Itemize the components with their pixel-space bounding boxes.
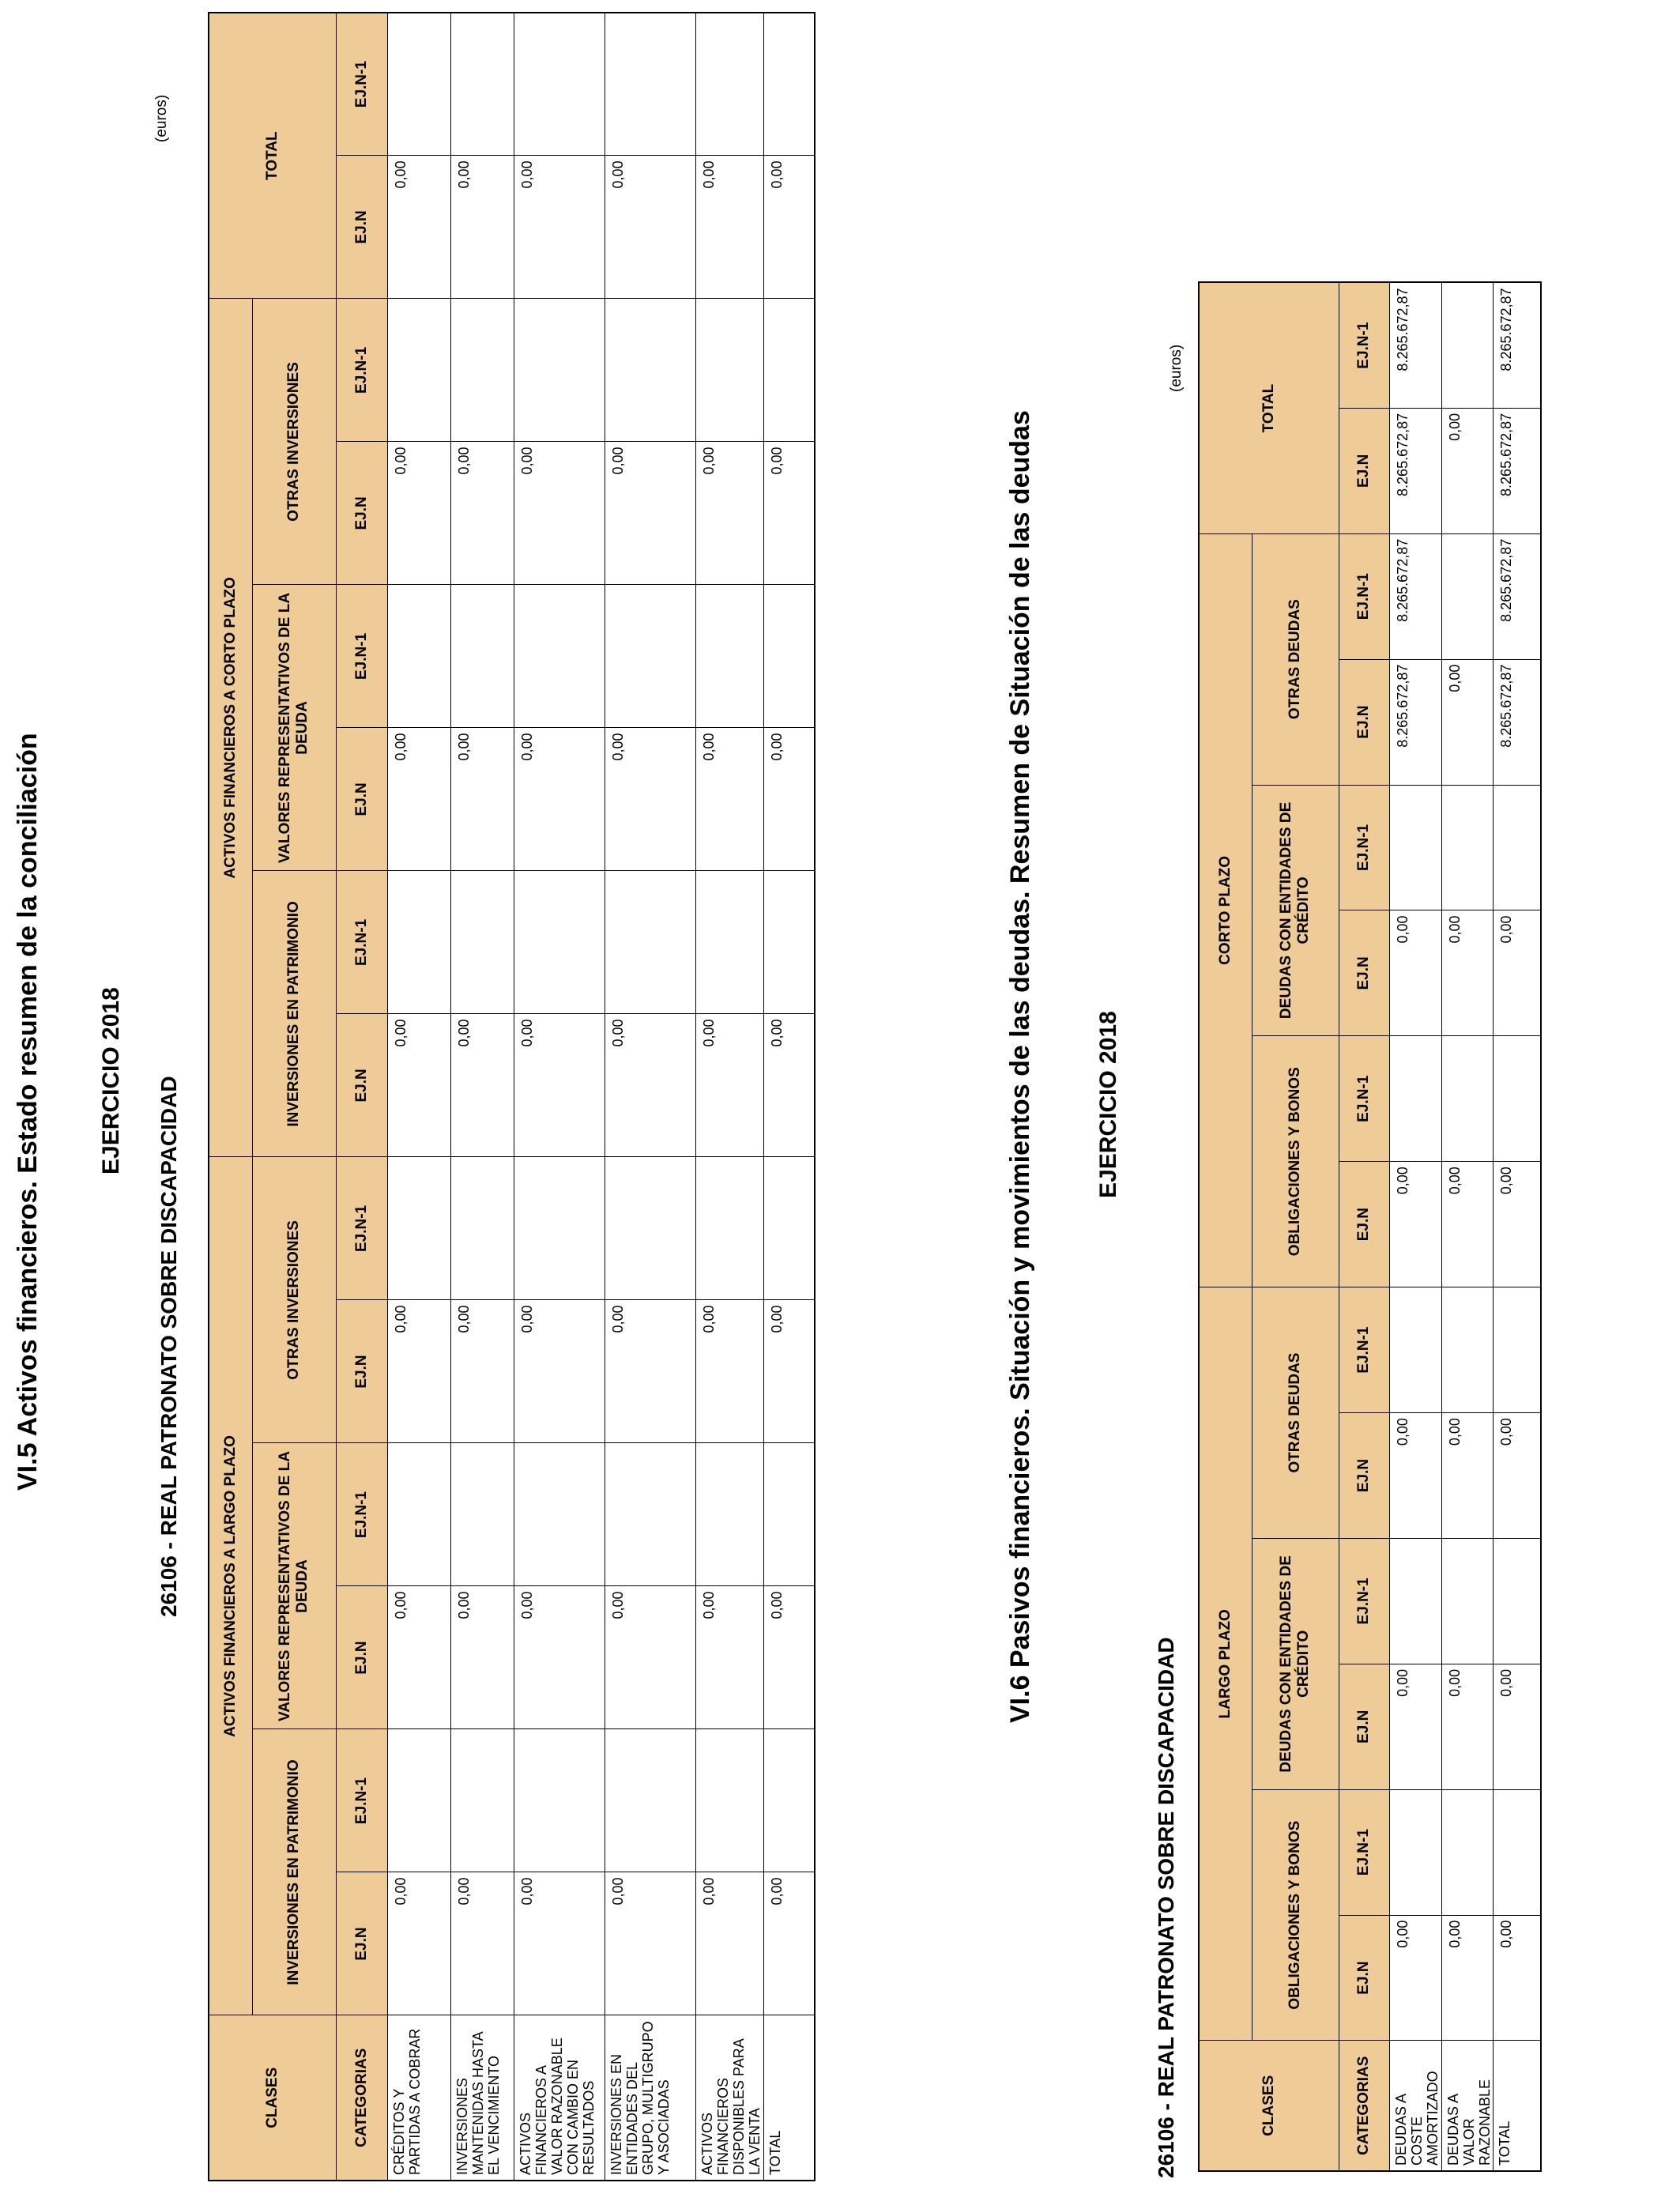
header-ej-n: EJ.N bbox=[336, 1872, 387, 2015]
value-cell: 0,00 bbox=[1441, 1162, 1493, 1287]
value-cell bbox=[605, 1443, 695, 1586]
value-cell: 0,00 bbox=[387, 442, 450, 585]
header-ej-n: EJ.N bbox=[1339, 408, 1389, 533]
header-ej-n: EJ.N bbox=[336, 1014, 387, 1157]
value-cell: 0,00 bbox=[387, 1014, 450, 1157]
value-cell bbox=[450, 871, 514, 1014]
value-cell: 0,00 bbox=[1493, 1162, 1541, 1287]
table-row bbox=[450, 13, 514, 2181]
value-cell: 0,00 bbox=[450, 1014, 514, 1157]
section2-subtitle: EJERCICIO 2018 bbox=[1095, 1011, 1121, 1198]
value-cell bbox=[605, 299, 695, 442]
value-cell: 0,00 bbox=[605, 156, 695, 299]
header-ej-n-1: EJ.N-1 bbox=[1339, 1789, 1389, 1915]
header-ej-n-1: EJ.N-1 bbox=[1339, 785, 1389, 910]
header-largo-plazo: LARGO PLAZO bbox=[1199, 1287, 1252, 2041]
header-otras-lp: OTRAS INVERSIONES bbox=[252, 1157, 336, 1443]
value-cell: 0,00 bbox=[1493, 910, 1541, 1036]
value-cell: 0,00 bbox=[514, 442, 605, 585]
header-obligaciones-lp: OBLIGACIONES Y BONOS bbox=[1252, 1789, 1339, 2041]
row-label: DEUDAS A COSTE AMORTIZADO bbox=[1389, 2041, 1441, 2171]
value-cell bbox=[1441, 1538, 1493, 1664]
value-cell bbox=[1441, 1287, 1493, 1413]
value-cell: 0,00 bbox=[763, 1586, 815, 1729]
value-cell: 0,00 bbox=[1441, 408, 1493, 533]
value-cell bbox=[1441, 1036, 1493, 1162]
value-cell bbox=[763, 299, 815, 442]
value-cell: 0,00 bbox=[387, 1300, 450, 1443]
value-cell bbox=[763, 1443, 815, 1586]
table-row bbox=[605, 13, 695, 2181]
header-total: TOTAL bbox=[1199, 282, 1339, 533]
value-cell bbox=[605, 871, 695, 1014]
header-ej-n-1: EJ.N-1 bbox=[336, 1443, 387, 1586]
value-cell: 0,00 bbox=[450, 1300, 514, 1443]
value-cell bbox=[763, 13, 815, 156]
value-cell bbox=[387, 585, 450, 728]
value-cell: 0,00 bbox=[1441, 1915, 1493, 2041]
value-cell bbox=[695, 871, 763, 1014]
value-cell bbox=[1389, 1538, 1441, 1664]
header-ej-n-1: EJ.N-1 bbox=[1339, 1036, 1389, 1162]
value-cell: 0,00 bbox=[1441, 659, 1493, 785]
value-cell: 8.265.672,87 bbox=[1493, 533, 1541, 659]
value-cell: 0,00 bbox=[514, 1586, 605, 1729]
header-ej-n-1: EJ.N-1 bbox=[1339, 282, 1389, 408]
value-cell bbox=[514, 299, 605, 442]
value-cell: 0,00 bbox=[450, 1586, 514, 1729]
value-cell: 0,00 bbox=[450, 156, 514, 299]
value-cell bbox=[450, 299, 514, 442]
value-cell: 0,00 bbox=[763, 156, 815, 299]
value-cell: 0,00 bbox=[695, 1014, 763, 1157]
value-cell bbox=[1441, 1789, 1493, 1915]
value-cell bbox=[1389, 1789, 1441, 1915]
header-ej-n-1: EJ.N-1 bbox=[1339, 1287, 1389, 1413]
header-otras-cp: OTRAS INVERSIONES bbox=[252, 299, 336, 585]
value-cell: 0,00 bbox=[695, 728, 763, 871]
header-ej-n: EJ.N bbox=[336, 1586, 387, 1729]
header-ej-n: EJ.N bbox=[336, 156, 387, 299]
value-cell: 0,00 bbox=[1441, 910, 1493, 1036]
header-ej-n-1: EJ.N-1 bbox=[336, 13, 387, 156]
table-row bbox=[763, 13, 815, 2181]
value-cell: 0,00 bbox=[605, 1300, 695, 1443]
value-cell: 8.265.672,87 bbox=[1493, 408, 1541, 533]
value-cell bbox=[1493, 1036, 1541, 1162]
value-cell: 0,00 bbox=[695, 1300, 763, 1443]
header-ej-n: EJ.N bbox=[336, 728, 387, 871]
value-cell: 0,00 bbox=[605, 1872, 695, 2015]
header-ej-n: EJ.N bbox=[336, 1300, 387, 1443]
value-cell: 0,00 bbox=[387, 1586, 450, 1729]
value-cell bbox=[387, 1729, 450, 1872]
row-label: ACTIVOS FINANCIEROS A VALOR RAZONABLE CON CAMBIO EN RESULTADOS bbox=[514, 2015, 605, 2181]
value-cell bbox=[387, 1157, 450, 1300]
header-corto-plazo: ACTIVOS FINANCIEROS A CORTO PLAZO bbox=[209, 299, 252, 1157]
value-cell bbox=[514, 585, 605, 728]
value-cell: 0,00 bbox=[1493, 1664, 1541, 1789]
assets-table bbox=[208, 12, 816, 2181]
header-ej-n-1: EJ.N-1 bbox=[336, 585, 387, 728]
value-cell bbox=[695, 1157, 763, 1300]
value-cell bbox=[514, 871, 605, 1014]
value-cell: 0,00 bbox=[514, 1300, 605, 1443]
value-cell bbox=[450, 13, 514, 156]
value-cell bbox=[1441, 282, 1493, 408]
value-cell: 0,00 bbox=[514, 1872, 605, 2015]
header-categorias: CATEGORIAS bbox=[336, 2015, 387, 2181]
header-otras-lp: OTRAS DEUDAS bbox=[1252, 1287, 1339, 1539]
header-ej-n-1: EJ.N-1 bbox=[1339, 1538, 1389, 1664]
header-largo-plazo: ACTIVOS FINANCIEROS A LARGO PLAZO bbox=[209, 1157, 252, 2015]
value-cell bbox=[763, 871, 815, 1014]
value-cell bbox=[1493, 785, 1541, 910]
row-label: INVERSIONES EN ENTIDADES DEL GRUPO, MULTIGRUPO Y ASOCIADAS bbox=[605, 2015, 695, 2181]
header-obligaciones-cp: OBLIGACIONES Y BONOS bbox=[1252, 1036, 1339, 1287]
value-cell bbox=[450, 1729, 514, 1872]
row-label: CRÉDITOS Y PARTIDAS A COBRAR bbox=[387, 2015, 450, 2181]
value-cell: 0,00 bbox=[1493, 1413, 1541, 1539]
value-cell: 0,00 bbox=[1389, 1915, 1441, 2041]
value-cell: 0,00 bbox=[1389, 1664, 1441, 1789]
value-cell bbox=[605, 1729, 695, 1872]
header-clases: CLASES bbox=[209, 2015, 336, 2181]
value-cell bbox=[605, 585, 695, 728]
section1-title: VI.5 Activos financieros. Estado resumen de la conciliación bbox=[13, 733, 43, 1491]
value-cell: 0,00 bbox=[1389, 910, 1441, 1036]
table-row bbox=[1493, 282, 1541, 2171]
row-label: TOTAL bbox=[1493, 2041, 1541, 2171]
value-cell bbox=[763, 1157, 815, 1300]
value-cell: 0,00 bbox=[1493, 1915, 1541, 2041]
value-cell: 0,00 bbox=[605, 1586, 695, 1729]
header-ej-n: EJ.N bbox=[1339, 910, 1389, 1036]
value-cell bbox=[514, 1443, 605, 1586]
value-cell: 8.265.672,87 bbox=[1389, 282, 1441, 408]
value-cell bbox=[695, 1443, 763, 1586]
section2-title: VI.6 Pasivos financieros. Situación y movimientos de las deudas. Resumen de Situación de las deudas bbox=[1005, 410, 1035, 1723]
header-ej-n-1: EJ.N-1 bbox=[336, 299, 387, 442]
value-cell bbox=[1441, 785, 1493, 910]
header-ej-n: EJ.N bbox=[1339, 1413, 1389, 1539]
value-cell: 0,00 bbox=[763, 442, 815, 585]
header-categorias: CATEGORIAS bbox=[1339, 2041, 1389, 2171]
value-cell bbox=[1493, 1789, 1541, 1915]
value-cell bbox=[605, 1157, 695, 1300]
value-cell bbox=[605, 13, 695, 156]
value-cell: 0,00 bbox=[514, 728, 605, 871]
section1-subtitle: EJERCICIO 2018 bbox=[98, 987, 124, 1174]
value-cell: 0,00 bbox=[1389, 1413, 1441, 1539]
table-row bbox=[514, 13, 605, 2181]
header-entidades-cp: DEUDAS CON ENTIDADES DE CRÉDITO bbox=[1252, 785, 1339, 1036]
value-cell: 0,00 bbox=[514, 1014, 605, 1157]
table-row bbox=[387, 13, 450, 2181]
value-cell: 0,00 bbox=[695, 1586, 763, 1729]
value-cell: 0,00 bbox=[695, 156, 763, 299]
header-otras-cp: OTRAS DEUDAS bbox=[1252, 533, 1339, 785]
value-cell: 0,00 bbox=[695, 442, 763, 585]
value-cell: 0,00 bbox=[450, 1872, 514, 2015]
value-cell: 0,00 bbox=[695, 1872, 763, 2015]
value-cell: 0,00 bbox=[1441, 1664, 1493, 1789]
value-cell: 0,00 bbox=[605, 1014, 695, 1157]
value-cell: 8.265.672,87 bbox=[1493, 282, 1541, 408]
header-ej-n-1: EJ.N-1 bbox=[336, 1729, 387, 1872]
value-cell: 0,00 bbox=[387, 728, 450, 871]
header-corto-plazo: CORTO PLAZO bbox=[1199, 533, 1252, 1287]
value-cell bbox=[1389, 1287, 1441, 1413]
value-cell bbox=[514, 13, 605, 156]
value-cell: 0,00 bbox=[450, 442, 514, 585]
section1-unit: (euros) bbox=[153, 94, 170, 142]
value-cell bbox=[1493, 1538, 1541, 1664]
value-cell: 0,00 bbox=[763, 1300, 815, 1443]
header-ej-n: EJ.N bbox=[336, 442, 387, 585]
value-cell: 0,00 bbox=[763, 728, 815, 871]
value-cell bbox=[387, 871, 450, 1014]
table-row bbox=[695, 13, 763, 2181]
value-cell bbox=[695, 585, 763, 728]
value-cell: 0,00 bbox=[763, 1872, 815, 2015]
header-total: TOTAL bbox=[209, 13, 336, 299]
header-inv-patrimonio-lp: INVERSIONES EN PATRIMONIO bbox=[252, 1729, 336, 2015]
value-cell bbox=[450, 1157, 514, 1300]
value-cell bbox=[695, 299, 763, 442]
value-cell bbox=[387, 299, 450, 442]
value-cell bbox=[387, 1443, 450, 1586]
value-cell: 0,00 bbox=[387, 1872, 450, 2015]
value-cell: 8.265.672,87 bbox=[1389, 533, 1441, 659]
header-valores-lp: VALORES REPRESENTATIVOS DE LA DEUDA bbox=[252, 1443, 336, 1729]
value-cell bbox=[1389, 785, 1441, 910]
value-cell: 8.265.672,87 bbox=[1389, 408, 1441, 533]
value-cell: 0,00 bbox=[450, 728, 514, 871]
value-cell: 0,00 bbox=[1389, 1162, 1441, 1287]
value-cell bbox=[514, 1157, 605, 1300]
value-cell: 0,00 bbox=[1441, 1413, 1493, 1539]
header-ej-n-1: EJ.N-1 bbox=[1339, 533, 1389, 659]
row-label: DEUDAS A VALOR RAZONABLE bbox=[1441, 2041, 1493, 2171]
value-cell bbox=[450, 1443, 514, 1586]
value-cell: 8.265.672,87 bbox=[1493, 659, 1541, 785]
table-row bbox=[1389, 282, 1441, 2171]
value-cell: 0,00 bbox=[387, 156, 450, 299]
value-cell bbox=[1389, 1036, 1441, 1162]
row-label: ACTIVOS FINANCIEROS DISPONIBLES PARA LA VENTA bbox=[695, 2015, 763, 2181]
table-row bbox=[1441, 282, 1493, 2171]
header-ej-n: EJ.N bbox=[1339, 659, 1389, 785]
value-cell bbox=[387, 13, 450, 156]
value-cell bbox=[1441, 533, 1493, 659]
header-ej-n: EJ.N bbox=[1339, 1664, 1389, 1789]
value-cell bbox=[695, 1729, 763, 1872]
section2-org: 26106 - REAL PATRONATO SOBRE DISCAPACIDAD bbox=[1154, 1637, 1178, 2178]
value-cell: 0,00 bbox=[763, 1014, 815, 1157]
header-entidades-lp: DEUDAS CON ENTIDADES DE CRÉDITO bbox=[1252, 1538, 1339, 1789]
header-inv-patrimonio-cp: INVERSIONES EN PATRIMONIO bbox=[252, 871, 336, 1157]
value-cell bbox=[1493, 1287, 1541, 1413]
value-cell bbox=[450, 585, 514, 728]
section2-unit: (euros) bbox=[1168, 344, 1185, 392]
value-cell: 0,00 bbox=[605, 442, 695, 585]
header-clases: CLASES bbox=[1199, 2041, 1339, 2171]
value-cell bbox=[695, 13, 763, 156]
row-label: TOTAL bbox=[763, 2015, 815, 2181]
row-label: INVERSIONES MANTENIDAS HASTA EL VENCIMIENTO bbox=[450, 2015, 514, 2181]
header-ej-n-1: EJ.N-1 bbox=[336, 1157, 387, 1300]
header-ej-n: EJ.N bbox=[1339, 1915, 1389, 2041]
value-cell bbox=[763, 585, 815, 728]
header-ej-n-1: EJ.N-1 bbox=[336, 871, 387, 1014]
section1-org: 26106 - REAL PATRONATO SOBRE DISCAPACIDAD bbox=[156, 1076, 181, 1617]
value-cell bbox=[514, 1729, 605, 1872]
header-ej-n: EJ.N bbox=[1339, 1162, 1389, 1287]
value-cell: 0,00 bbox=[605, 728, 695, 871]
liabilities-table bbox=[1198, 281, 1542, 2172]
header-valores-cp: VALORES REPRESENTATIVOS DE LA DEUDA bbox=[252, 585, 336, 871]
value-cell bbox=[763, 1729, 815, 1872]
value-cell: 0,00 bbox=[514, 156, 605, 299]
value-cell: 8.265.672,87 bbox=[1389, 659, 1441, 785]
